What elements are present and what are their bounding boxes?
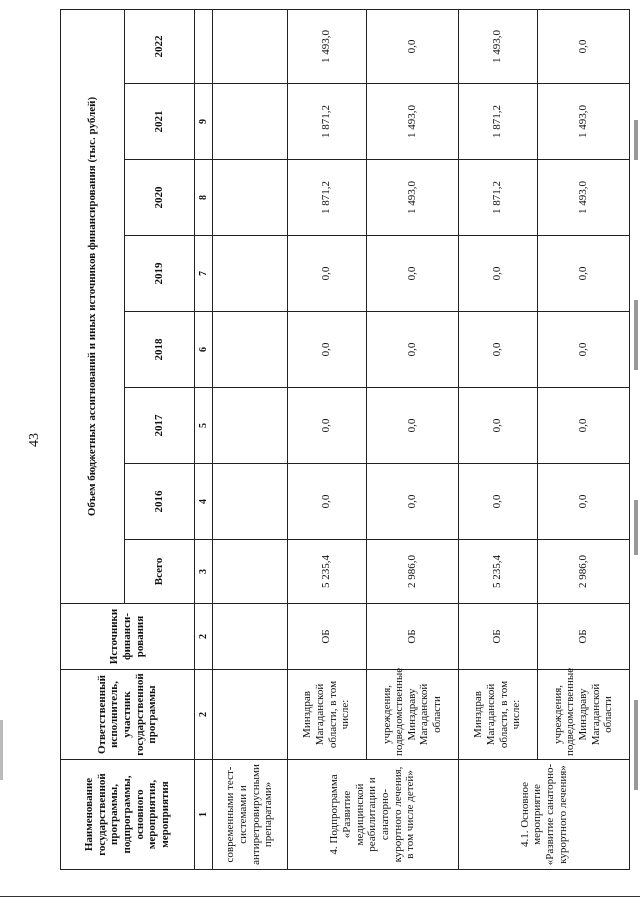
row-source: ОБ <box>458 604 537 670</box>
scan-artifact <box>634 300 638 370</box>
header-source: Источники финанси-рования <box>61 604 195 670</box>
empty-cell <box>212 236 287 312</box>
row-source: ОБ <box>366 604 458 670</box>
empty-cell <box>212 160 287 236</box>
empty-cell <box>212 388 287 464</box>
empty-cell <box>212 84 287 160</box>
budget-table <box>60 9 630 870</box>
empty-cell <box>212 312 287 388</box>
value-cell: 1 871,2 <box>287 160 366 236</box>
value-cell: 1 493,0 <box>366 160 458 236</box>
scan-edge-line <box>0 896 640 897</box>
column-number: 3 <box>194 540 212 604</box>
column-number-row <box>194 9 212 869</box>
row-executor: учреждения, подведомственные Минздраву Магаданской области <box>366 670 458 760</box>
value-cell: 0,0 <box>366 312 458 388</box>
column-number: 6 <box>194 312 212 388</box>
header-row-1 <box>61 9 125 869</box>
value-cell: 0,0 <box>458 236 537 312</box>
value-cell: 0,0 <box>537 9 629 83</box>
row-executor: Минздрав Магаданской области, в том числе: <box>458 670 537 760</box>
value-cell: 0,0 <box>537 236 629 312</box>
empty-cell <box>212 9 287 83</box>
header-year: 2016 <box>124 464 194 540</box>
value-cell: 0,0 <box>537 312 629 388</box>
value-cell: 0,0 <box>458 312 537 388</box>
header-year: 2017 <box>124 388 194 464</box>
column-number: 9 <box>194 84 212 160</box>
value-cell: 1 493,0 <box>458 9 537 83</box>
header-year: 2022 <box>124 9 194 83</box>
table-row <box>458 9 537 869</box>
column-number: 2 <box>194 604 212 670</box>
value-cell: 0,0 <box>287 236 366 312</box>
row-executor: учреждения, подведомственные Минздраву Магаданской области <box>537 670 629 760</box>
row-source: ОБ <box>287 604 366 670</box>
value-cell: 1 871,2 <box>287 84 366 160</box>
column-number: 5 <box>194 388 212 464</box>
value-cell: 0,0 <box>287 312 366 388</box>
column-number <box>194 9 212 83</box>
column-number: 1 <box>194 760 212 870</box>
table-row <box>537 9 629 869</box>
value-cell: 2 986,0 <box>537 540 629 604</box>
value-cell: 0,0 <box>366 236 458 312</box>
scan-artifact <box>634 500 638 555</box>
value-cell: 0,0 <box>537 464 629 540</box>
row-name: 4. Подпрограмма «Развитие медицинской реабилитации и санаторно-курортного лечения, в том числе детей» <box>287 760 458 870</box>
value-cell: 0,0 <box>366 464 458 540</box>
header-year: 2018 <box>124 312 194 388</box>
value-cell: 0,0 <box>287 464 366 540</box>
value-cell: 5 235,4 <box>287 540 366 604</box>
row-source: ОБ <box>537 604 629 670</box>
column-number: 2 <box>194 670 212 760</box>
value-cell: 1 871,2 <box>458 84 537 160</box>
value-cell: 1 493,0 <box>366 84 458 160</box>
header-executor: Ответственный исполнитель, участник государственной программы <box>61 670 195 760</box>
table-row <box>287 9 366 869</box>
row-executor: Минздрав Магаданской области, в том числе: <box>287 670 366 760</box>
value-cell: 2 986,0 <box>366 540 458 604</box>
value-cell: 1 493,0 <box>537 160 629 236</box>
header-year: 2021 <box>124 84 194 160</box>
scan-artifact <box>0 720 3 780</box>
value-cell: 0,0 <box>366 9 458 83</box>
table-row <box>366 9 458 869</box>
value-cell: 0,0 <box>458 464 537 540</box>
empty-cell <box>212 604 287 670</box>
value-cell: 0,0 <box>287 388 366 464</box>
value-cell: 1 493,0 <box>287 9 366 83</box>
column-number: 8 <box>194 160 212 236</box>
row-name: 4.1. Основное мероприятие «Развитие санаторно-курортного лечения» <box>458 760 629 870</box>
column-number: 4 <box>194 464 212 540</box>
header-total: Всего <box>124 540 194 604</box>
header-year: 2020 <box>124 160 194 236</box>
empty-cell <box>212 540 287 604</box>
header-name: Наименование государственной программы, подпрограммы, основного мероприятия, мероприятия <box>61 760 195 870</box>
value-cell: 0,0 <box>458 388 537 464</box>
value-cell: 1 871,2 <box>458 160 537 236</box>
page-number: 43 <box>27 433 42 447</box>
scan-artifact <box>634 120 638 160</box>
value-cell: 0,0 <box>366 388 458 464</box>
value-cell: 5 235,4 <box>458 540 537 604</box>
value-cell: 1 493,0 <box>537 84 629 160</box>
header-funding: Объем бюджетных ассигнований и иных источников финансирования (тыс. рублей) <box>61 9 125 603</box>
row-name: современными тест-системами и антиретровирусными препаратами» <box>212 760 287 870</box>
empty-cell <box>212 670 287 760</box>
scan-artifact <box>634 700 638 790</box>
table-row <box>212 9 287 869</box>
budget-table-rotated <box>60 10 630 870</box>
column-number: 7 <box>194 236 212 312</box>
empty-cell <box>212 464 287 540</box>
header-year: 2019 <box>124 236 194 312</box>
value-cell: 0,0 <box>537 388 629 464</box>
